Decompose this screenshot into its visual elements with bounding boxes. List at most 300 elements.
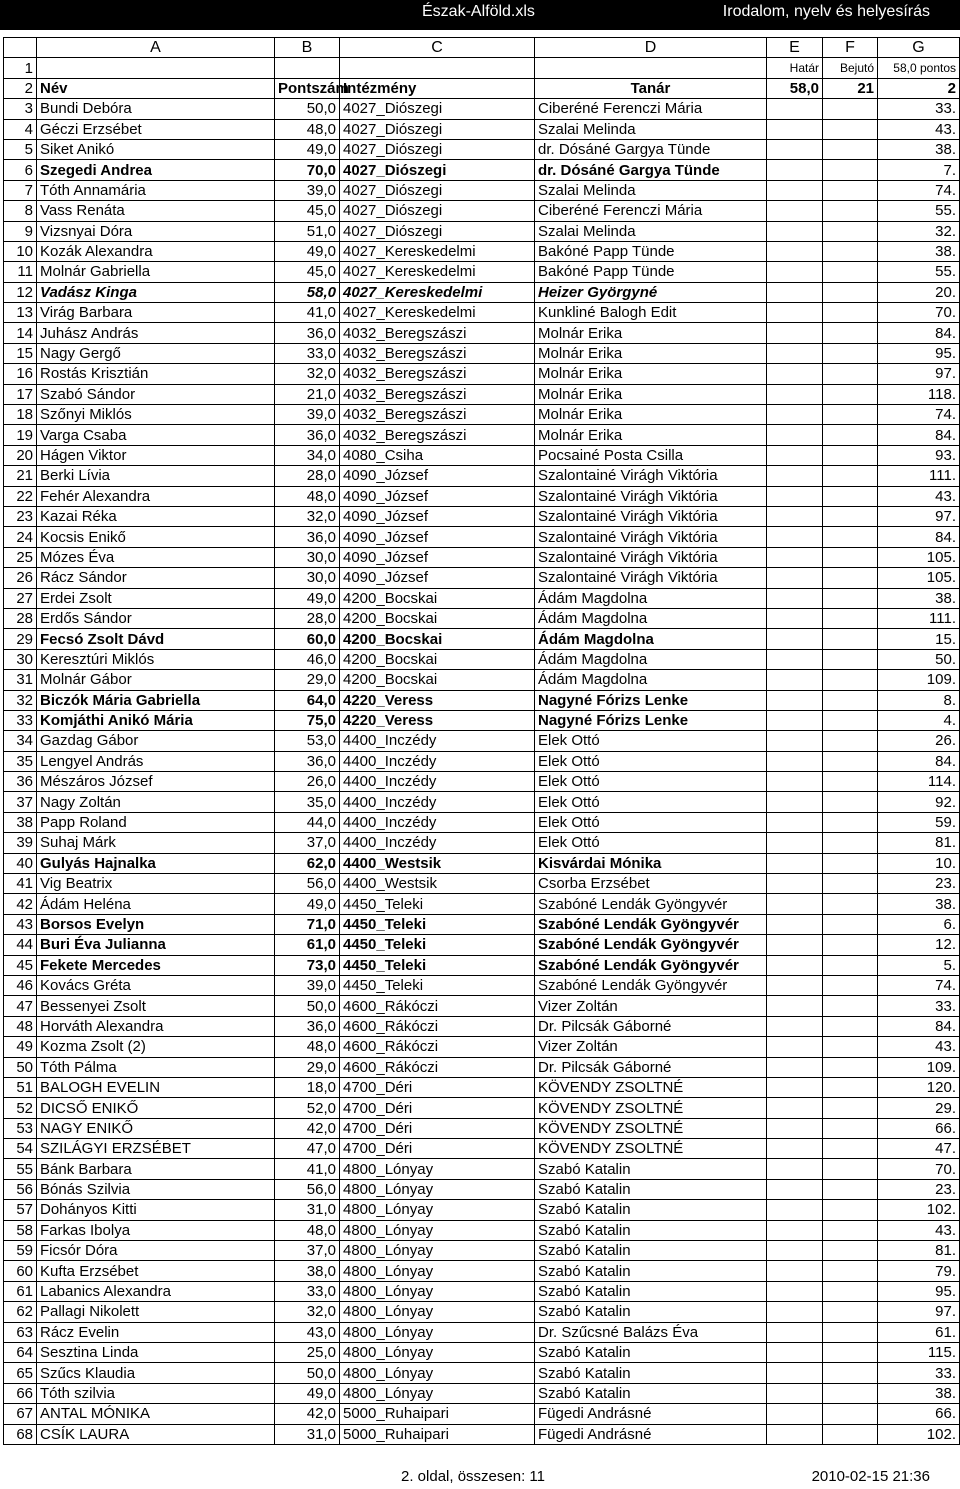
admitted-value[interactable]: 21 [823, 78, 878, 98]
cell[interactable] [823, 1281, 878, 1301]
institution[interactable]: 4032_Beregszászi [340, 425, 535, 445]
rank[interactable]: 109. [878, 1057, 960, 1077]
cell[interactable] [767, 180, 823, 200]
score[interactable]: 43,0 [275, 1322, 340, 1342]
cell[interactable] [823, 1139, 878, 1159]
row-number[interactable]: 44 [4, 935, 37, 955]
row-number[interactable]: 39 [4, 833, 37, 853]
teacher[interactable]: Szabó Katalin [535, 1343, 767, 1363]
row-number[interactable]: 16 [4, 364, 37, 384]
rank[interactable]: 115. [878, 1343, 960, 1363]
row-number[interactable]: 32 [4, 690, 37, 710]
cell[interactable] [823, 282, 878, 302]
institution[interactable]: 4700_Déri [340, 1098, 535, 1118]
student-name[interactable]: Ádám Heléna [37, 894, 275, 914]
row-number[interactable]: 3 [4, 99, 37, 119]
student-name[interactable]: Fecsó Zsolt Dávd [37, 629, 275, 649]
cell[interactable] [823, 1302, 878, 1322]
score[interactable]: 39,0 [275, 405, 340, 425]
teacher[interactable]: KÖVENDY ZSOLTNÉ [535, 1139, 767, 1159]
cell[interactable] [823, 914, 878, 934]
teacher-header[interactable]: Tanár [535, 78, 767, 98]
teacher[interactable]: Szalai Melinda [535, 119, 767, 139]
rank[interactable]: 74. [878, 975, 960, 995]
institution[interactable]: 4400_Inczédy [340, 792, 535, 812]
score[interactable]: 32,0 [275, 506, 340, 526]
teacher[interactable]: Szabóné Lendák Gyöngyvér [535, 955, 767, 975]
rank[interactable]: 79. [878, 1261, 960, 1281]
cell[interactable] [823, 996, 878, 1016]
institution[interactable]: 4450_Teleki [340, 975, 535, 995]
student-name[interactable]: Rácz Sándor [37, 568, 275, 588]
student-name[interactable]: Borsos Evelyn [37, 914, 275, 934]
score[interactable]: 36,0 [275, 751, 340, 771]
institution[interactable]: 4600_Rákóczi [340, 1016, 535, 1036]
institution[interactable]: 4032_Beregszászi [340, 323, 535, 343]
institution[interactable]: 4027_Diószegi [340, 201, 535, 221]
score[interactable]: 47,0 [275, 1139, 340, 1159]
rank[interactable]: 29. [878, 1098, 960, 1118]
score[interactable]: 52,0 [275, 1098, 340, 1118]
cell[interactable] [823, 608, 878, 628]
cell[interactable] [823, 670, 878, 690]
score[interactable]: 50,0 [275, 99, 340, 119]
score[interactable]: 42,0 [275, 1118, 340, 1138]
rank[interactable]: 12. [878, 935, 960, 955]
rank[interactable]: 33. [878, 99, 960, 119]
rank[interactable]: 33. [878, 996, 960, 1016]
student-name[interactable]: Virág Barbara [37, 303, 275, 323]
cell[interactable] [823, 262, 878, 282]
teacher[interactable]: Dr. Pilcsák Gáborné [535, 1057, 767, 1077]
rank[interactable]: 59. [878, 812, 960, 832]
institution[interactable]: 4090_József [340, 466, 535, 486]
score[interactable]: 32,0 [275, 364, 340, 384]
score[interactable]: 37,0 [275, 1241, 340, 1261]
cell[interactable] [823, 1241, 878, 1261]
cell[interactable] [823, 690, 878, 710]
cell[interactable] [823, 853, 878, 873]
rank[interactable]: 84. [878, 1016, 960, 1036]
score[interactable]: 44,0 [275, 812, 340, 832]
rank[interactable]: 4. [878, 710, 960, 730]
cell[interactable] [767, 1343, 823, 1363]
student-name[interactable]: Hágen Viktor [37, 445, 275, 465]
cell[interactable] [767, 1057, 823, 1077]
student-name[interactable]: Szőnyi Miklós [37, 405, 275, 425]
teacher[interactable]: Szabó Katalin [535, 1220, 767, 1240]
row-number[interactable]: 20 [4, 445, 37, 465]
threshold-value[interactable]: 58,0 [767, 78, 823, 98]
cell[interactable] [823, 731, 878, 751]
row-number[interactable]: 26 [4, 568, 37, 588]
student-name[interactable]: Fehér Alexandra [37, 486, 275, 506]
rank[interactable]: 111. [878, 466, 960, 486]
row-number[interactable]: 50 [4, 1057, 37, 1077]
cell[interactable] [767, 649, 823, 669]
teacher[interactable]: Ciberéné Ferenczi Mária [535, 99, 767, 119]
row-number[interactable]: 17 [4, 384, 37, 404]
score[interactable]: 45,0 [275, 201, 340, 221]
student-name[interactable]: Szabó Sándor [37, 384, 275, 404]
teacher[interactable]: Molnár Erika [535, 343, 767, 363]
cell[interactable] [767, 874, 823, 894]
cell[interactable] [767, 670, 823, 690]
score[interactable]: 38,0 [275, 1261, 340, 1281]
teacher[interactable]: KÖVENDY ZSOLTNÉ [535, 1077, 767, 1097]
institution[interactable]: 4027_Kereskedelmi [340, 282, 535, 302]
cell[interactable] [823, 1383, 878, 1403]
cell[interactable] [767, 405, 823, 425]
score[interactable]: 36,0 [275, 323, 340, 343]
row-number[interactable]: 58 [4, 1220, 37, 1240]
row-number[interactable]: 49 [4, 1037, 37, 1057]
student-name[interactable]: Dohányos Kitti [37, 1200, 275, 1220]
cell[interactable] [823, 466, 878, 486]
institution[interactable]: 4800_Lónyay [340, 1261, 535, 1281]
row-number[interactable]: 36 [4, 772, 37, 792]
teacher[interactable]: Bakóné Papp Tünde [535, 262, 767, 282]
score[interactable]: 56,0 [275, 1179, 340, 1199]
teacher[interactable]: dr. Dósáné Gargya Tünde [535, 139, 767, 159]
cell[interactable] [823, 1363, 878, 1383]
cell[interactable] [823, 894, 878, 914]
score[interactable]: 50,0 [275, 996, 340, 1016]
cell[interactable] [823, 384, 878, 404]
row-number[interactable]: 22 [4, 486, 37, 506]
student-name[interactable]: Kozma Zsolt (2) [37, 1037, 275, 1057]
student-name[interactable]: Kozák Alexandra [37, 241, 275, 261]
institution[interactable]: 4027_Diószegi [340, 221, 535, 241]
rank[interactable]: 38. [878, 588, 960, 608]
cell[interactable] [823, 1179, 878, 1199]
cell[interactable] [767, 445, 823, 465]
institution[interactable]: 4027_Kereskedelmi [340, 303, 535, 323]
score[interactable]: 71,0 [275, 914, 340, 934]
row-number[interactable]: 31 [4, 670, 37, 690]
student-name[interactable]: Kazai Réka [37, 506, 275, 526]
cell[interactable] [823, 629, 878, 649]
score[interactable]: 29,0 [275, 670, 340, 690]
rank[interactable]: 84. [878, 323, 960, 343]
cell[interactable] [767, 303, 823, 323]
institution[interactable]: 4027_Kereskedelmi [340, 262, 535, 282]
student-name[interactable]: Nagy Gergő [37, 343, 275, 363]
score[interactable]: 39,0 [275, 975, 340, 995]
teacher[interactable]: Szalontainé Virágh Viktória [535, 486, 767, 506]
cell[interactable] [767, 323, 823, 343]
score[interactable]: 53,0 [275, 731, 340, 751]
student-name[interactable]: Varga Csaba [37, 425, 275, 445]
cell[interactable] [823, 343, 878, 363]
teacher[interactable]: Szabó Katalin [535, 1200, 767, 1220]
cell[interactable] [767, 1363, 823, 1383]
cell[interactable] [767, 1302, 823, 1322]
row-number[interactable]: 33 [4, 710, 37, 730]
teacher[interactable]: Szabó Katalin [535, 1179, 767, 1199]
row-number[interactable]: 34 [4, 731, 37, 751]
cell[interactable] [767, 282, 823, 302]
row-number[interactable]: 6 [4, 160, 37, 180]
rank[interactable]: 61. [878, 1322, 960, 1342]
row-number[interactable]: 28 [4, 608, 37, 628]
institution[interactable]: 4600_Rákóczi [340, 1057, 535, 1077]
student-name[interactable]: Erdei Zsolt [37, 588, 275, 608]
teacher[interactable]: Vizer Zoltán [535, 996, 767, 1016]
row-number[interactable]: 59 [4, 1241, 37, 1261]
institution[interactable]: 4400_Inczédy [340, 731, 535, 751]
teacher[interactable]: Elek Ottó [535, 772, 767, 792]
teacher[interactable]: Szabó Katalin [535, 1159, 767, 1179]
cell[interactable] [823, 812, 878, 832]
teacher[interactable]: Elek Ottó [535, 792, 767, 812]
cell[interactable] [767, 853, 823, 873]
cell[interactable] [767, 1037, 823, 1057]
column-header-c[interactable]: C [340, 38, 535, 58]
score[interactable]: 60,0 [275, 629, 340, 649]
student-name[interactable]: Siket Anikó [37, 139, 275, 159]
row-number[interactable]: 19 [4, 425, 37, 445]
cell[interactable] [823, 160, 878, 180]
teacher[interactable]: Szabóné Lendák Gyöngyvér [535, 935, 767, 955]
rank[interactable]: 43. [878, 119, 960, 139]
row-number[interactable]: 55 [4, 1159, 37, 1179]
score[interactable]: 33,0 [275, 343, 340, 363]
teacher[interactable]: Szabó Katalin [535, 1281, 767, 1301]
cell[interactable] [823, 1404, 878, 1424]
score[interactable]: 18,0 [275, 1077, 340, 1097]
cell[interactable] [767, 527, 823, 547]
cell[interactable] [823, 772, 878, 792]
cell[interactable] [767, 1383, 823, 1403]
institution[interactable]: 4090_József [340, 527, 535, 547]
rank[interactable]: 105. [878, 568, 960, 588]
row-number[interactable]: 64 [4, 1343, 37, 1363]
rank[interactable]: 6. [878, 914, 960, 934]
teacher[interactable]: Kunkliné Balogh Edit [535, 303, 767, 323]
institution[interactable]: 4450_Teleki [340, 955, 535, 975]
student-name[interactable]: Nagy Zoltán [37, 792, 275, 812]
student-name[interactable]: Labanics Alexandra [37, 1281, 275, 1301]
institution[interactable]: 4090_József [340, 547, 535, 567]
student-name[interactable]: Rostás Krisztián [37, 364, 275, 384]
points-label[interactable]: 58,0 pontos [878, 58, 960, 78]
teacher[interactable]: Szalontainé Virágh Viktória [535, 466, 767, 486]
column-header-b[interactable]: B [275, 38, 340, 58]
rank[interactable]: 81. [878, 1241, 960, 1261]
cell[interactable] [823, 1200, 878, 1220]
cell[interactable] [823, 303, 878, 323]
score[interactable]: 58,0 [275, 282, 340, 302]
student-name[interactable]: Rácz Evelin [37, 1322, 275, 1342]
cell[interactable] [767, 935, 823, 955]
institution[interactable]: 4032_Beregszászi [340, 364, 535, 384]
cell[interactable] [767, 1404, 823, 1424]
cell[interactable] [767, 1424, 823, 1444]
score-header[interactable]: Pontszám [275, 78, 340, 98]
rank[interactable]: 5. [878, 955, 960, 975]
row-number[interactable]: 13 [4, 303, 37, 323]
institution[interactable]: 4220_Veress [340, 690, 535, 710]
score[interactable]: 32,0 [275, 1302, 340, 1322]
row-number[interactable]: 5 [4, 139, 37, 159]
cell[interactable] [823, 1322, 878, 1342]
student-name[interactable]: Tóth Pálma [37, 1057, 275, 1077]
score[interactable]: 48,0 [275, 1220, 340, 1240]
cell[interactable] [823, 1343, 878, 1363]
score[interactable]: 42,0 [275, 1404, 340, 1424]
row-number[interactable]: 42 [4, 894, 37, 914]
teacher[interactable]: Ádám Magdolna [535, 588, 767, 608]
institution[interactable]: 4700_Déri [340, 1139, 535, 1159]
rank[interactable]: 55. [878, 201, 960, 221]
cell[interactable] [823, 139, 878, 159]
row-number[interactable]: 15 [4, 343, 37, 363]
cell[interactable] [37, 58, 275, 78]
student-name[interactable]: Lengyel András [37, 751, 275, 771]
teacher[interactable]: Szalai Melinda [535, 221, 767, 241]
cell[interactable] [767, 547, 823, 567]
rank[interactable]: 32. [878, 221, 960, 241]
student-name[interactable]: Sesztina Linda [37, 1343, 275, 1363]
rank[interactable]: 70. [878, 303, 960, 323]
student-name[interactable]: Vig Beatrix [37, 874, 275, 894]
score[interactable]: 31,0 [275, 1200, 340, 1220]
student-name[interactable]: NAGY ENIKŐ [37, 1118, 275, 1138]
row-number[interactable]: 45 [4, 955, 37, 975]
cell[interactable] [767, 690, 823, 710]
cell[interactable] [823, 833, 878, 853]
row-number[interactable]: 62 [4, 1302, 37, 1322]
rank[interactable]: 7. [878, 160, 960, 180]
score[interactable]: 61,0 [275, 935, 340, 955]
student-name[interactable]: BALOGH EVELIN [37, 1077, 275, 1097]
rank[interactable]: 97. [878, 364, 960, 384]
student-name[interactable]: Farkas Ibolya [37, 1220, 275, 1240]
student-name[interactable]: Tóth Annamária [37, 180, 275, 200]
institution[interactable]: 4800_Lónyay [340, 1322, 535, 1342]
cell[interactable] [823, 180, 878, 200]
score[interactable]: 49,0 [275, 588, 340, 608]
student-name[interactable]: Fekete Mercedes [37, 955, 275, 975]
student-name[interactable]: ANTAL MÓNIKA [37, 1404, 275, 1424]
institution[interactable]: 4450_Teleki [340, 935, 535, 955]
row-number[interactable]: 27 [4, 588, 37, 608]
teacher[interactable]: Ciberéné Ferenczi Mária [535, 201, 767, 221]
cell[interactable] [823, 527, 878, 547]
score[interactable]: 28,0 [275, 608, 340, 628]
institution[interactable]: 4200_Bocskai [340, 649, 535, 669]
cell[interactable] [767, 201, 823, 221]
student-name[interactable]: Suhaj Márk [37, 833, 275, 853]
cell[interactable] [823, 568, 878, 588]
score[interactable]: 49,0 [275, 1383, 340, 1403]
teacher[interactable]: Nagyné Fórizs Lenke [535, 710, 767, 730]
teacher[interactable]: Elek Ottó [535, 833, 767, 853]
rank[interactable]: 118. [878, 384, 960, 404]
institution[interactable]: 5000_Ruhaipari [340, 1404, 535, 1424]
row-number[interactable]: 40 [4, 853, 37, 873]
teacher[interactable]: Kisvárdai Mónika [535, 853, 767, 873]
student-name[interactable]: Papp Roland [37, 812, 275, 832]
score[interactable]: 26,0 [275, 772, 340, 792]
column-header-e[interactable]: E [767, 38, 823, 58]
student-name[interactable]: Géczi Erzsébet [37, 119, 275, 139]
student-name[interactable]: Gulyás Hajnalka [37, 853, 275, 873]
student-name[interactable]: Komjáthi Anikó Mária [37, 710, 275, 730]
institution[interactable]: 4200_Bocskai [340, 670, 535, 690]
row-number[interactable]: 11 [4, 262, 37, 282]
institution[interactable]: 5000_Ruhaipari [340, 1424, 535, 1444]
teacher[interactable]: Elek Ottó [535, 731, 767, 751]
student-name[interactable]: Gazdag Gábor [37, 731, 275, 751]
cell[interactable] [767, 1159, 823, 1179]
cell[interactable] [767, 384, 823, 404]
cell[interactable] [767, 221, 823, 241]
teacher[interactable]: Elek Ottó [535, 751, 767, 771]
score[interactable]: 49,0 [275, 139, 340, 159]
row-number[interactable]: 41 [4, 874, 37, 894]
score[interactable]: 62,0 [275, 853, 340, 873]
teacher[interactable]: Nagyné Fórizs Lenke [535, 690, 767, 710]
cell[interactable] [767, 833, 823, 853]
cell[interactable] [823, 241, 878, 261]
cell[interactable] [767, 772, 823, 792]
cell[interactable] [767, 812, 823, 832]
rank[interactable]: 43. [878, 1037, 960, 1057]
cell[interactable] [767, 364, 823, 384]
rank[interactable]: 20. [878, 282, 960, 302]
score[interactable]: 34,0 [275, 445, 340, 465]
student-name[interactable]: Bánk Barbara [37, 1159, 275, 1179]
teacher[interactable]: Vizer Zoltán [535, 1037, 767, 1057]
row-number[interactable]: 12 [4, 282, 37, 302]
institution[interactable]: 4200_Bocskai [340, 588, 535, 608]
score[interactable]: 36,0 [275, 527, 340, 547]
student-name[interactable]: Kufta Erzsébet [37, 1261, 275, 1281]
rank[interactable]: 66. [878, 1118, 960, 1138]
teacher[interactable]: Elek Ottó [535, 812, 767, 832]
teacher[interactable]: Szabó Katalin [535, 1261, 767, 1281]
rank[interactable]: 120. [878, 1077, 960, 1097]
student-name[interactable]: Biczók Mária Gabriella [37, 690, 275, 710]
row-number[interactable]: 18 [4, 405, 37, 425]
column-header-d[interactable]: D [535, 38, 767, 58]
cell[interactable] [767, 792, 823, 812]
cell[interactable] [767, 731, 823, 751]
institution[interactable]: 4800_Lónyay [340, 1200, 535, 1220]
row-number[interactable]: 21 [4, 466, 37, 486]
rank[interactable]: 84. [878, 527, 960, 547]
cell[interactable] [823, 323, 878, 343]
row-number[interactable]: 2 [4, 78, 37, 98]
teacher[interactable]: KÖVENDY ZSOLTNÉ [535, 1118, 767, 1138]
cell[interactable] [767, 486, 823, 506]
admitted-label[interactable]: Bejutó [823, 58, 878, 78]
teacher[interactable]: Szabó Katalin [535, 1241, 767, 1261]
rank[interactable]: 114. [878, 772, 960, 792]
teacher[interactable]: Szalontainé Virágh Viktória [535, 506, 767, 526]
teacher[interactable]: Szabóné Lendák Gyöngyvér [535, 914, 767, 934]
teacher[interactable]: Molnár Erika [535, 425, 767, 445]
row-number[interactable]: 67 [4, 1404, 37, 1424]
score[interactable]: 45,0 [275, 262, 340, 282]
cell[interactable] [767, 751, 823, 771]
teacher[interactable]: KÖVENDY ZSOLTNÉ [535, 1098, 767, 1118]
teacher[interactable]: Molnár Erika [535, 405, 767, 425]
student-name[interactable]: Tóth szilvia [37, 1383, 275, 1403]
row-number[interactable]: 60 [4, 1261, 37, 1281]
